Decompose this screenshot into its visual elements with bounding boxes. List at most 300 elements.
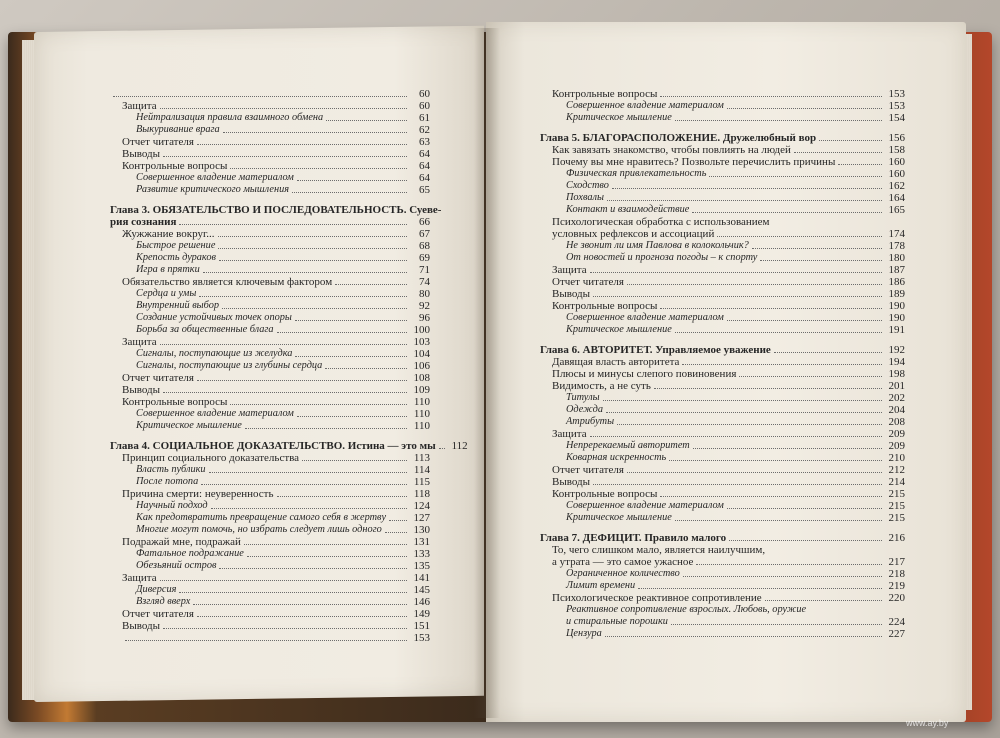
toc-entry <box>110 324 430 336</box>
toc-entry <box>110 560 430 572</box>
toc-page-number: 146 <box>413 596 430 608</box>
toc-page-number: 124 <box>413 500 430 512</box>
toc-page-number: 67 <box>419 228 430 240</box>
dot-leader <box>211 508 407 509</box>
toc-entry-title: Выводы <box>122 384 161 396</box>
dot-leader <box>774 352 882 353</box>
toc-entry <box>540 204 905 216</box>
toc-entry <box>110 312 430 324</box>
toc-entry-title: Выводы <box>552 476 591 488</box>
dot-leader <box>179 224 407 225</box>
toc-page-number: 217 <box>888 556 905 568</box>
dot-leader <box>218 236 407 237</box>
dot-leader <box>326 120 407 121</box>
toc-entry-title: Как завязать знакомство, чтобы повлиять на людей <box>552 144 791 156</box>
toc-entry-title: После потопа <box>136 476 199 487</box>
toc-entry-title: Власть публики <box>136 464 206 475</box>
dot-leader <box>727 320 882 321</box>
toc-page-number: 103 <box>413 336 430 348</box>
toc-page-number: 220 <box>888 592 905 604</box>
dot-leader <box>669 460 882 461</box>
toc-entry <box>110 584 430 596</box>
toc-page-number: 60 <box>419 88 430 100</box>
dot-leader <box>660 96 882 97</box>
toc-entry <box>540 592 905 604</box>
toc-page-number: 192 <box>888 344 905 356</box>
toc-page-number: 115 <box>413 476 430 488</box>
toc-page-number: 141 <box>413 572 430 584</box>
toc-entry <box>540 604 905 616</box>
toc-page-number: 186 <box>888 276 905 288</box>
toc-entry <box>540 476 905 488</box>
toc-page-number: 66 <box>419 216 430 228</box>
book-gutter <box>474 28 500 718</box>
toc-page-number: 133 <box>413 548 430 560</box>
toc-entry-title: Борьба за общественные блага <box>136 324 274 335</box>
toc-entry <box>110 384 430 396</box>
toc-left <box>110 88 468 644</box>
dot-leader <box>197 616 407 617</box>
toc-entry <box>110 228 430 240</box>
toc-entry-title: Контакт и взаимодействие <box>566 204 690 215</box>
dot-leader <box>277 496 408 497</box>
toc-entry-title: Научный подход <box>136 500 208 511</box>
toc-entry-title: Выводы <box>122 620 161 632</box>
toc-entry <box>110 172 430 184</box>
toc-entry <box>110 264 430 276</box>
toc-page-number: 69 <box>419 252 430 264</box>
dot-leader <box>201 484 407 485</box>
toc-page-number: 160 <box>888 168 905 180</box>
toc-entry <box>540 416 905 428</box>
toc-page-number: 218 <box>888 568 905 580</box>
toc-right <box>540 88 905 640</box>
toc-page-number: 209 <box>888 440 905 452</box>
toc-page-number: 127 <box>413 512 430 524</box>
toc-entry <box>540 452 905 464</box>
dot-leader <box>113 96 407 97</box>
dot-leader <box>385 532 407 533</box>
toc-entry <box>540 500 905 512</box>
toc-chapter-heading <box>540 344 905 356</box>
dot-leader <box>627 284 882 285</box>
toc-entry <box>110 632 430 644</box>
toc-page-number: 160 <box>888 156 905 168</box>
dot-leader <box>727 508 882 509</box>
toc-entry <box>540 156 905 168</box>
toc-page-number: 165 <box>888 204 905 216</box>
toc-entry-title: Отчет читателя <box>552 276 624 288</box>
dot-leader <box>199 296 407 297</box>
toc-entry-title: Отчет читателя <box>122 608 194 620</box>
dot-leader <box>606 412 882 413</box>
toc-page-number: 61 <box>419 112 430 124</box>
toc-entry-title: Совершенное владение материалом <box>566 100 724 111</box>
dot-leader <box>607 200 882 201</box>
toc-spacer <box>110 196 430 204</box>
dot-leader <box>163 392 407 393</box>
toc-entry <box>540 488 905 500</box>
toc-entry-title: Развитие критического мышления <box>136 184 290 195</box>
toc-entry <box>110 524 430 536</box>
toc-entry <box>110 300 430 312</box>
toc-entry-title: Глава 3. ОБЯЗАТЕЛЬСТВО И ПОСЛЕДОВАТЕЛЬНОСТЬ. Суеве- <box>110 204 442 216</box>
toc-entry-title: Контрольные вопросы <box>122 396 228 408</box>
toc-entry <box>540 628 905 640</box>
toc-page-number: 153 <box>888 100 905 112</box>
toc-entry-title: и стиральные порошки <box>566 616 668 627</box>
dot-leader <box>727 108 882 109</box>
toc-entry <box>110 336 430 348</box>
toc-entry-title: Принцип социального доказательства <box>122 452 300 464</box>
toc-page-number: 65 <box>419 184 430 196</box>
toc-page-number: 174 <box>888 228 905 240</box>
toc-entry <box>540 544 905 556</box>
dot-leader <box>277 332 407 333</box>
toc-entry <box>110 348 430 360</box>
toc-page-number: 130 <box>413 524 430 536</box>
dot-leader <box>752 248 882 249</box>
toc-entry <box>110 184 430 196</box>
dot-leader <box>222 308 407 309</box>
dot-leader <box>219 260 407 261</box>
toc-entry <box>110 488 430 500</box>
toc-entry-title: Отчет читателя <box>122 372 194 384</box>
toc-entry <box>110 548 430 560</box>
toc-page-number: 224 <box>888 616 905 628</box>
toc-entry-title: Плюсы и минусы слепого повиновения <box>552 368 737 380</box>
dot-leader <box>760 260 882 261</box>
toc-entry <box>110 572 430 584</box>
toc-page-number: 162 <box>888 180 905 192</box>
dot-leader <box>179 592 407 593</box>
toc-page-number: 118 <box>413 488 430 500</box>
toc-entry-title: Критическое мышление <box>136 420 242 431</box>
dot-leader <box>627 472 882 473</box>
toc-entry <box>110 452 430 464</box>
dot-leader <box>693 448 882 449</box>
dot-leader <box>160 344 407 345</box>
dot-leader <box>683 576 882 577</box>
toc-entry <box>540 440 905 452</box>
toc-entry-title: Игра в прятки <box>136 264 200 275</box>
dot-leader <box>675 332 882 333</box>
toc-entry-title: Защита <box>552 264 587 276</box>
toc-entry-title: Физическая привлекательность <box>566 168 707 179</box>
toc-entry-title: Сигналы, поступающие из желудка <box>136 348 293 359</box>
toc-entry-title: Лимит времени <box>566 580 636 591</box>
toc-entry <box>540 616 905 628</box>
dot-leader <box>590 272 882 273</box>
toc-entry <box>110 100 430 112</box>
toc-entry-title: Совершенное владение материалом <box>136 172 294 183</box>
toc-page-number: 194 <box>888 356 905 368</box>
toc-page-number: 216 <box>888 532 905 544</box>
toc-entry <box>110 396 430 408</box>
toc-entry-title: Нейтрализация правила взаимного обмена <box>136 112 324 123</box>
watermark: www.ay.by <box>906 718 949 728</box>
toc-entry <box>110 88 430 100</box>
toc-page-number: 64 <box>419 172 430 184</box>
toc-entry <box>540 264 905 276</box>
toc-page-number: 64 <box>419 160 430 172</box>
dot-leader <box>325 368 407 369</box>
toc-page-number: 106 <box>413 360 430 372</box>
toc-page-number: 110 <box>413 420 430 432</box>
toc-page-number: 158 <box>888 144 905 156</box>
toc-entry-title: Подражай мне, подражай <box>122 536 241 548</box>
toc-page-number: 215 <box>888 500 905 512</box>
dot-leader <box>292 192 407 193</box>
toc-spacer <box>540 124 905 132</box>
toc-page-number: 204 <box>888 404 905 416</box>
toc-page-number: 92 <box>419 300 430 312</box>
dot-leader <box>717 236 882 237</box>
toc-entry <box>110 160 430 172</box>
toc-entry <box>110 500 430 512</box>
toc-entry <box>540 580 905 592</box>
toc-page-number: 114 <box>413 464 430 476</box>
toc-page-number: 156 <box>888 132 905 144</box>
dot-leader <box>230 404 407 405</box>
toc-entry <box>110 124 430 136</box>
dot-leader <box>244 544 407 545</box>
toc-entry-title: Фатальное подражание <box>136 548 244 559</box>
toc-entry <box>540 228 905 240</box>
toc-page-number: 191 <box>888 324 905 336</box>
toc-page-number: 219 <box>888 580 905 592</box>
toc-page-number: 100 <box>413 324 430 336</box>
toc-entry-title: Совершенное владение материалом <box>566 500 724 511</box>
toc-entry-title: Критическое мышление <box>566 324 672 335</box>
dot-leader <box>230 168 407 169</box>
toc-entry <box>110 360 430 372</box>
dot-leader <box>660 496 882 497</box>
dot-leader <box>297 180 407 181</box>
toc-page-number: 63 <box>419 136 430 148</box>
dot-leader <box>692 212 882 213</box>
toc-entry-title: Диверсия <box>136 584 177 595</box>
toc-entry-title: Цензура <box>566 628 602 639</box>
dot-leader <box>160 108 407 109</box>
toc-entry-title: Непререкаемый авторитет <box>566 440 690 451</box>
toc-entry-title: Совершенное владение материалом <box>136 408 294 419</box>
toc-entry <box>540 300 905 312</box>
toc-spacer <box>110 432 430 440</box>
dot-leader <box>612 188 882 189</box>
dot-leader <box>163 628 407 629</box>
toc-page-number: 149 <box>413 608 430 620</box>
toc-entry-title: Не звонит ли имя Павлова в колокольчик? <box>566 240 749 251</box>
toc-entry <box>110 620 430 632</box>
toc-entry-title: Обезьяний остров <box>136 560 217 571</box>
dot-leader <box>302 460 407 461</box>
toc-entry <box>540 404 905 416</box>
toc-entry-title: а утрата — это самое ужасное <box>552 556 694 568</box>
toc-entry <box>540 276 905 288</box>
toc-page-number: 190 <box>888 312 905 324</box>
toc-entry-title: Титулы <box>566 392 600 403</box>
toc-entry-title: Крепость дураков <box>136 252 216 263</box>
toc-page-number: 112 <box>451 440 468 452</box>
toc-entry <box>540 100 905 112</box>
toc-page-number: 202 <box>888 392 905 404</box>
toc-entry-title: Психологическое реактивное сопротивление <box>552 592 762 604</box>
toc-entry <box>110 252 430 264</box>
toc-page-number: 64 <box>419 148 430 160</box>
dot-leader <box>593 296 882 297</box>
dot-leader <box>709 176 882 177</box>
toc-page-number: 214 <box>888 476 905 488</box>
dot-leader <box>675 520 882 521</box>
toc-page-number: 74 <box>419 276 430 288</box>
toc-entry-title: Контрольные вопросы <box>122 160 228 172</box>
toc-entry-title: Одежда <box>566 404 604 415</box>
toc-entry-title: Совершенное владение материалом <box>566 312 724 323</box>
dot-leader <box>638 588 882 589</box>
toc-page-number: 187 <box>888 264 905 276</box>
dot-leader <box>838 164 882 165</box>
toc-entry <box>110 476 430 488</box>
toc-page-number: 210 <box>888 452 905 464</box>
toc-entry <box>540 216 905 228</box>
toc-entry <box>540 252 905 264</box>
toc-entry-title: Взгляд вверх <box>136 596 191 607</box>
toc-entry-title: Критическое мышление <box>566 112 672 123</box>
dot-leader <box>590 436 882 437</box>
toc-page-number: 108 <box>413 372 430 384</box>
toc-entry <box>540 144 905 156</box>
toc-chapter-heading <box>110 204 442 216</box>
toc-entry <box>110 136 430 148</box>
toc-page-number: 109 <box>413 384 430 396</box>
dot-leader <box>605 636 882 637</box>
dot-leader <box>794 152 882 153</box>
toc-page-number: 227 <box>888 628 905 640</box>
toc-entry-title: условных рефлексов и ассоциаций <box>552 228 715 240</box>
toc-entry-title: Контрольные вопросы <box>552 88 658 100</box>
toc-entry-title: рия сознания <box>110 216 177 228</box>
toc-entry-title: Видимость, а не суть <box>552 380 651 392</box>
toc-page-number: 110 <box>413 408 430 420</box>
toc-entry <box>110 536 430 548</box>
dot-leader <box>197 380 407 381</box>
toc-entry <box>110 112 430 124</box>
toc-page-number: 209 <box>888 428 905 440</box>
toc-page-number: 145 <box>413 584 430 596</box>
toc-entry <box>540 324 905 336</box>
dot-leader <box>163 156 407 157</box>
toc-entry <box>540 288 905 300</box>
toc-entry <box>540 368 905 380</box>
toc-page-number: 215 <box>888 512 905 524</box>
toc-page-number: 151 <box>413 620 430 632</box>
toc-page-number: 135 <box>413 560 430 572</box>
dot-leader <box>197 144 407 145</box>
dot-leader <box>193 604 407 605</box>
toc-entry <box>540 392 905 404</box>
dot-leader <box>219 568 407 569</box>
toc-entry-title: То, чего слишком мало, является наилучшим, <box>552 544 766 556</box>
toc-entry <box>110 420 430 432</box>
toc-page-number: 71 <box>419 264 430 276</box>
toc-entry <box>540 512 905 524</box>
toc-entry-title: Обязательство является ключевым фактором <box>122 276 333 288</box>
dot-leader <box>617 424 882 425</box>
toc-page-number: 62 <box>419 124 430 136</box>
toc-page-number: 208 <box>888 416 905 428</box>
toc-entry-title: Сходство <box>566 180 609 191</box>
toc-page-number: 104 <box>413 348 430 360</box>
toc-entry-title: От новостей и прогноза погоды – к спорту <box>566 252 758 263</box>
toc-entry-title: Защита <box>552 428 587 440</box>
toc-entry-title: Отчет читателя <box>552 464 624 476</box>
toc-entry <box>540 556 905 568</box>
toc-page-number: 201 <box>888 380 905 392</box>
toc-entry-title: Глава 7. ДЕФИЦИТ. Правило малого <box>540 532 727 544</box>
toc-entry-title: Сердца и умы <box>136 288 197 299</box>
dot-leader <box>682 364 882 365</box>
toc-page-number: 190 <box>888 300 905 312</box>
toc-entry-title: Контрольные вопросы <box>552 488 658 500</box>
toc-entry-title: Сигналы, поступающие из глубины сердца <box>136 360 323 371</box>
toc-page-number: 60 <box>419 100 430 112</box>
toc-chapter-heading <box>110 216 430 228</box>
toc-entry <box>540 180 905 192</box>
dot-leader <box>209 472 407 473</box>
toc-page-number: 153 <box>413 632 430 644</box>
toc-entry-title: Реактивное сопротивление взрослых. Любовь, оружие <box>566 604 807 615</box>
toc-entry-title: Давящая власть авторитета <box>552 356 680 368</box>
toc-entry <box>540 380 905 392</box>
toc-spacer <box>540 524 905 532</box>
dot-leader <box>125 640 407 641</box>
toc-entry-title: Жужжание вокруг... <box>122 228 215 240</box>
toc-page-number: 80 <box>419 288 430 300</box>
toc-entry <box>110 372 430 384</box>
toc-entry-title: Отчет читателя <box>122 136 194 148</box>
toc-entry-title: Глава 4. СОЦИАЛЬНОЕ ДОКАЗАТЕЛЬСТВО. Истина — это мы <box>110 440 436 452</box>
toc-entry-title: Атрибуты <box>566 416 615 427</box>
toc-entry-title: Защита <box>122 100 157 112</box>
toc-entry-title: Выкуривание врага <box>136 124 220 135</box>
toc-entry-title: Выводы <box>552 288 591 300</box>
toc-entry <box>110 148 430 160</box>
toc-entry-title: Защита <box>122 336 157 348</box>
toc-entry <box>110 408 430 420</box>
toc-page-number: 178 <box>888 240 905 252</box>
toc-entry-title: Похвалы <box>566 192 604 203</box>
toc-page-number: 212 <box>888 464 905 476</box>
toc-entry-title: Глава 5. БЛАГОРАСПОЛОЖЕНИЕ. Дружелюбный вор <box>540 132 817 144</box>
toc-entry-title: Коварная искренность <box>566 452 667 463</box>
toc-page-number: 154 <box>888 112 905 124</box>
dot-leader <box>389 520 407 521</box>
dot-leader <box>439 448 445 449</box>
toc-page-number: 153 <box>888 88 905 100</box>
dot-leader <box>765 600 882 601</box>
toc-entry <box>540 568 905 580</box>
toc-entry <box>540 192 905 204</box>
dot-leader <box>160 580 407 581</box>
toc-entry-title: Ограниченное количество <box>566 568 680 579</box>
toc-entry-title: Многие могут помочь, но избрать следует лишь одного <box>136 524 382 535</box>
toc-entry <box>110 596 430 608</box>
dot-leader <box>729 540 882 541</box>
toc-chapter-heading <box>540 532 905 544</box>
toc-page-number: 113 <box>413 452 430 464</box>
toc-entry <box>110 464 430 476</box>
